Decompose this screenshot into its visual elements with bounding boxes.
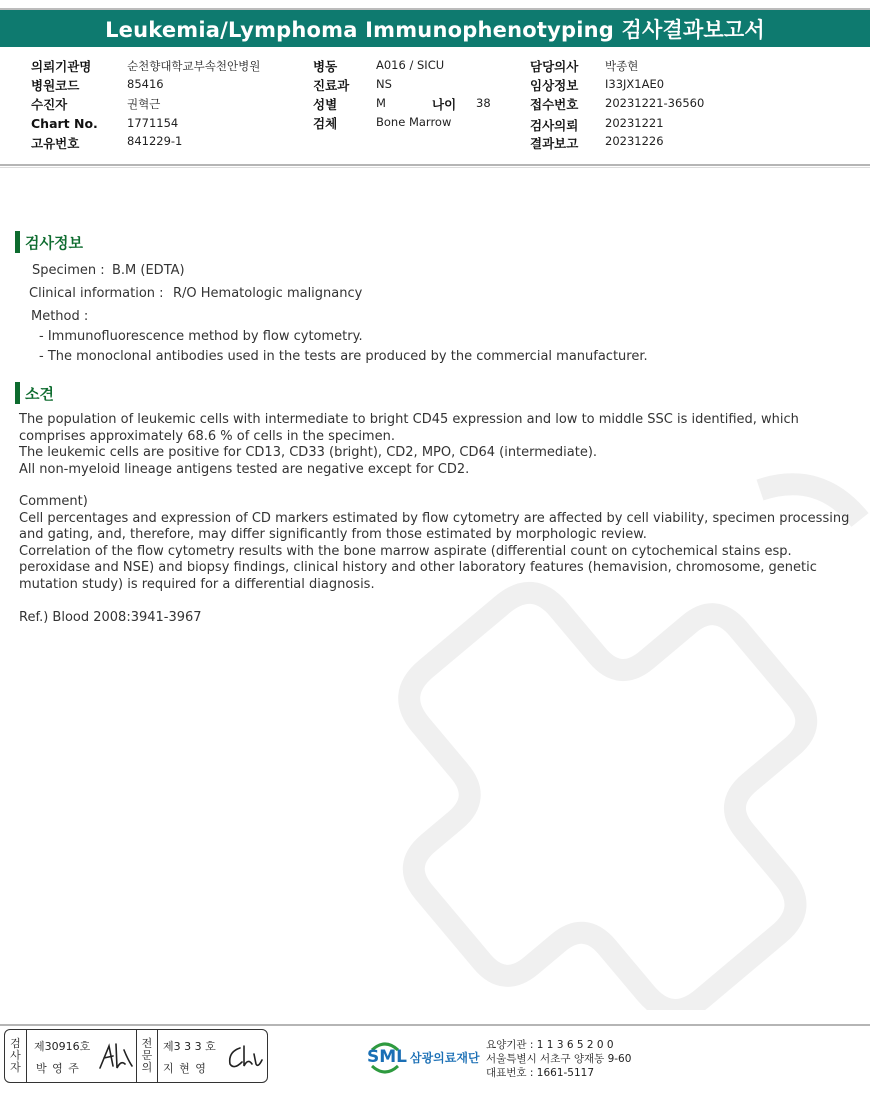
vertical-char: 전 bbox=[141, 1037, 153, 1050]
findings-line: All non-myeloid lineage antigens tested are negative except for CD2. bbox=[19, 462, 470, 477]
label-receipt-no: 접수번호 bbox=[530, 97, 579, 112]
label-department: 진료과 bbox=[313, 78, 350, 93]
value-hospital-code: 85416 bbox=[127, 77, 164, 91]
examiner-name: 박 영 주 bbox=[36, 1062, 80, 1075]
comment-line: and gating, and, therefore, may differ significantly from those estimated by morphologic review. bbox=[19, 527, 647, 542]
vertical-char: 의 bbox=[141, 1061, 153, 1074]
value-chart-no: 1771154 bbox=[127, 116, 179, 130]
examiner-vertical-label bbox=[5, 1030, 27, 1082]
label-chart-no: Chart No. bbox=[31, 116, 98, 131]
footer-divider bbox=[0, 1024, 870, 1026]
institution-code: 요양기관 : 1 1 3 6 5 2 0 0 bbox=[486, 1039, 614, 1051]
findings-line: The population of leukemic cells with intermediate to bright CD45 expression and low to middle SSC is identified, which bbox=[19, 412, 799, 427]
label-report-date: 결과보고 bbox=[530, 136, 579, 151]
label-requesting-institution: 의뢰기관명 bbox=[31, 59, 92, 74]
comment-line: Correlation of the flow cytometry results with the bone marrow aspirate (differential count on cytochemical stains esp. bbox=[19, 544, 792, 559]
test-info-heading-text: 검사정보 bbox=[25, 233, 83, 252]
label-physician: 담당의사 bbox=[530, 59, 579, 74]
specialist-vertical-label bbox=[136, 1030, 158, 1082]
value-ward: A016 / SICU bbox=[376, 58, 445, 72]
label-specimen-type: 검체 bbox=[313, 116, 338, 131]
method-label: Method : bbox=[31, 309, 89, 324]
label-request-date: 검사의뢰 bbox=[530, 118, 579, 133]
comment-line: peroxidase and NSE) and biopsy findings, clinical history and other laboratory features (hemavision, chromosome, genetic bbox=[19, 560, 817, 575]
vertical-char: 사 bbox=[10, 1049, 21, 1062]
value-report-date: 20231226 bbox=[605, 134, 664, 148]
comment-line: Cell percentages and expression of CD markers estimated by flow cytometry are affected by cell viability, specimen processing bbox=[19, 511, 850, 526]
report-title-bar bbox=[0, 8, 870, 47]
value-requesting-institution: 순천향대학교부속천안병원 bbox=[127, 59, 261, 73]
label-patient-name: 수진자 bbox=[31, 97, 68, 112]
label-hospital-code: 병원코드 bbox=[31, 78, 80, 93]
value-age: 38 bbox=[476, 96, 491, 110]
value-unique-id: 841229-1 bbox=[127, 134, 183, 148]
value-specimen-type: Bone Marrow bbox=[376, 115, 452, 129]
section-accent-bar bbox=[15, 382, 20, 404]
label-unique-id: 고유번호 bbox=[31, 136, 80, 151]
label-clinical-info-code: 임상정보 bbox=[530, 78, 579, 93]
label-sex: 성별 bbox=[313, 97, 338, 112]
value-request-date: 20231221 bbox=[605, 116, 664, 130]
value-receipt-no: 20231221-36560 bbox=[605, 96, 705, 110]
clinical-info-value: R/O Hematologic malignancy bbox=[173, 286, 363, 301]
watermark-logo-icon bbox=[340, 460, 870, 1010]
test-info-heading bbox=[15, 231, 83, 253]
specialist-name: 지 현 영 bbox=[163, 1062, 207, 1075]
value-sex: M bbox=[376, 96, 386, 110]
value-clinical-info-code: I33JX1AE0 bbox=[605, 77, 665, 91]
findings-line: comprises approximately 68.6 % of cells in the specimen. bbox=[19, 429, 395, 444]
header-divider bbox=[0, 164, 870, 166]
clinical-info-label: Clinical information : bbox=[29, 286, 164, 301]
value-physician: 박종현 bbox=[605, 59, 639, 73]
findings-heading-text: 소견 bbox=[25, 384, 54, 403]
header-divider-thin bbox=[0, 167, 870, 168]
specimen-label: Specimen : bbox=[32, 263, 105, 278]
value-department: NS bbox=[376, 77, 392, 91]
method-item: - Immunofluorescence method by flow cytometry. bbox=[39, 329, 363, 344]
reference: Ref.) Blood 2008:3941-3967 bbox=[19, 610, 202, 625]
vertical-char: 문 bbox=[141, 1049, 153, 1062]
label-age: 나이 bbox=[432, 97, 457, 112]
patient-info-grid bbox=[0, 55, 870, 155]
section-accent-bar bbox=[15, 231, 20, 253]
signature-box bbox=[4, 1029, 268, 1083]
foundation-phone: 대표번호 : 1661-5117 bbox=[486, 1067, 595, 1079]
comment-line: mutation study) is required for a differential diagnosis. bbox=[19, 577, 375, 592]
specialist-signature bbox=[224, 1042, 264, 1072]
report-title: Leukemia/Lymphoma Immunophenotyping 검사결과보고서 bbox=[105, 17, 765, 42]
foundation-name: 삼광의료재단 bbox=[410, 1050, 480, 1065]
vertical-char: 검 bbox=[10, 1037, 21, 1050]
findings-line: The leukemic cells are positive for CD13, CD33 (bright), CD2, MPO, CD64 (intermediate). bbox=[19, 445, 598, 460]
examiner-signature bbox=[97, 1040, 135, 1074]
examiner-license: 제30916호 bbox=[34, 1040, 91, 1053]
specimen-value: B.M (EDTA) bbox=[112, 263, 185, 278]
sml-logo-text: SML bbox=[367, 1047, 407, 1067]
method-item: - The monoclonal antibodies used in the tests are produced by the commercial manufacturer. bbox=[39, 349, 648, 364]
vertical-char: 자 bbox=[10, 1061, 21, 1074]
value-patient-name: 권혁근 bbox=[127, 97, 161, 111]
foundation-address: 서울특별시 서초구 양재동 9-60 bbox=[486, 1053, 632, 1065]
findings-heading bbox=[15, 382, 54, 404]
footer-contact-info bbox=[486, 1038, 631, 1080]
specialist-license: 제3 3 3 호 bbox=[163, 1040, 216, 1053]
sml-logo bbox=[364, 1036, 480, 1078]
label-ward: 병동 bbox=[313, 59, 338, 74]
comment-label: Comment) bbox=[19, 494, 88, 509]
